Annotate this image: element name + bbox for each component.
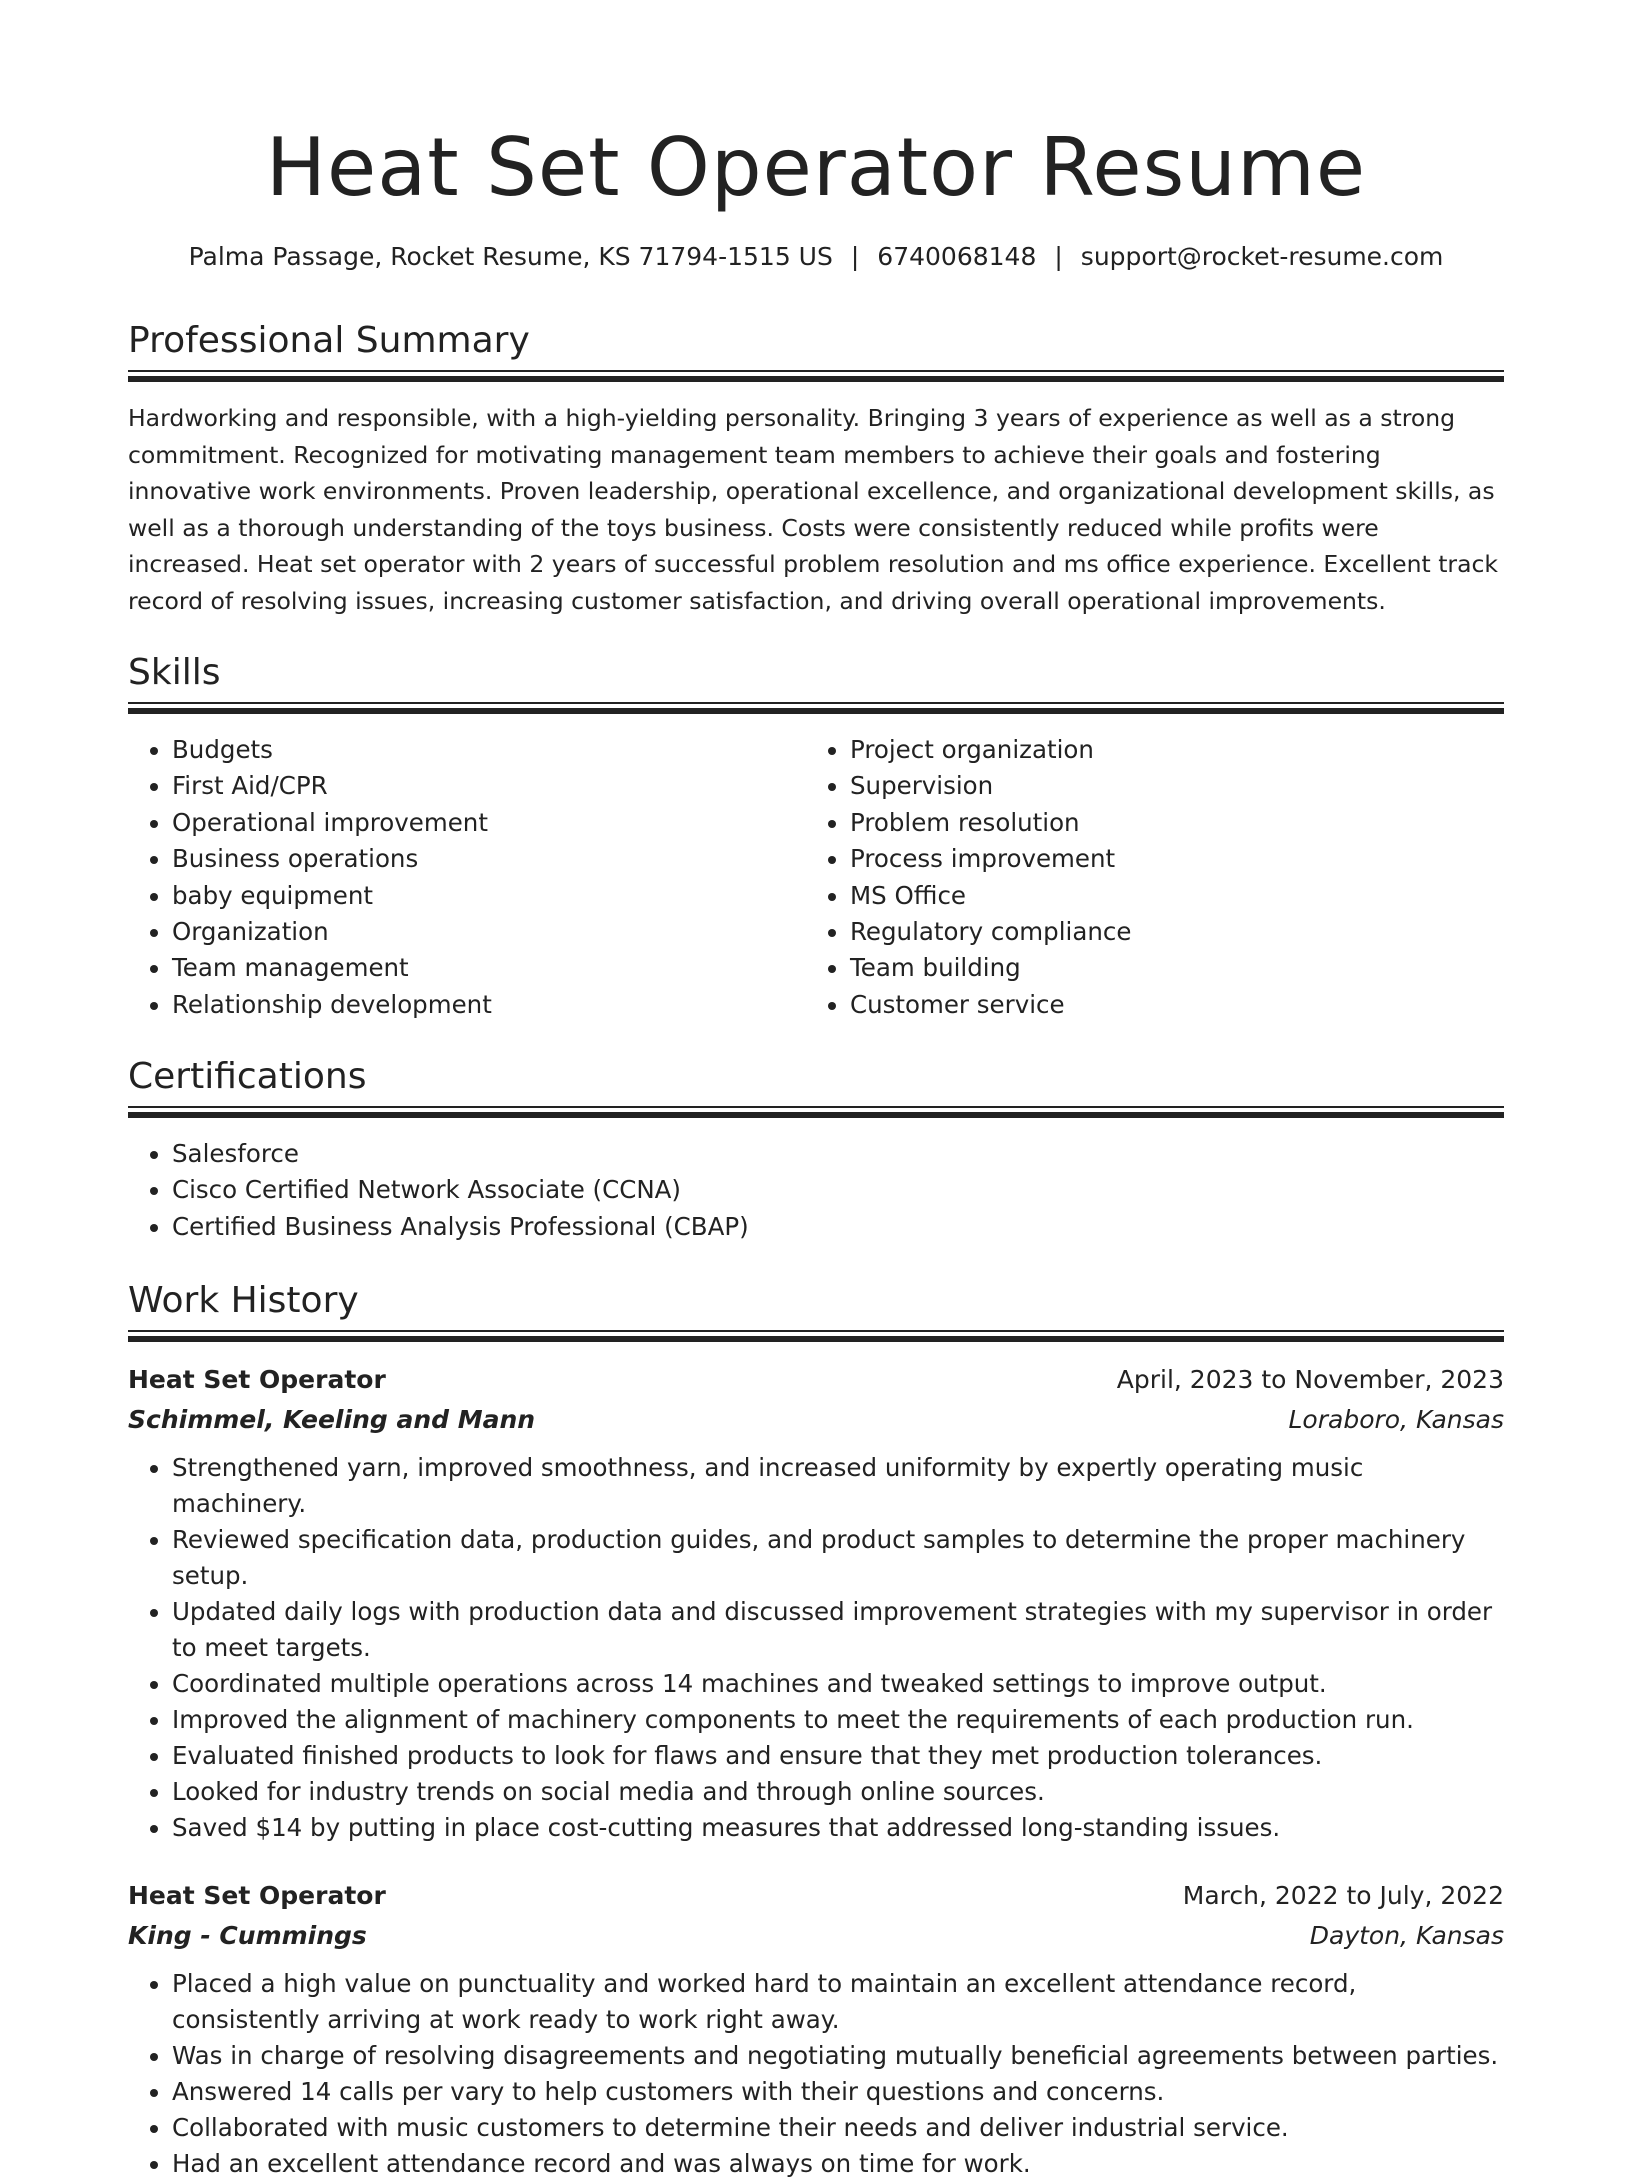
job-dates: March, 2022 to July, 2022 <box>1182 1881 1504 1910</box>
job-header <box>128 1876 1504 1916</box>
skill-item: • Customer service <box>850 987 1484 1023</box>
job-location: Dayton, Kansas <box>1309 1921 1504 1950</box>
job-entry <box>128 1360 1504 1846</box>
skills-section <box>128 648 1504 1023</box>
job-bullets <box>128 1450 1504 1846</box>
job-bullet: • Coordinated multiple operations across 14 machines and tweaked settings to improve output. <box>172 1666 1504 1702</box>
contact-phone: 6740068148 <box>877 242 1037 271</box>
certifications-section <box>128 1052 1504 1245</box>
job-bullet: • Collaborated with music customers to determine their needs and deliver industrial service. <box>172 2110 1504 2146</box>
job-bullet: • Reviewed specification data, production guides, and product samples to determine the proper machinery setup. <box>172 1522 1504 1594</box>
job-bullet: • Updated daily logs with production data and discussed improvement strategies with my supervisor in order to meet targets. <box>172 1594 1504 1666</box>
certifications-list <box>128 1136 1504 1245</box>
contact-separator: | <box>1054 242 1063 271</box>
work-history-section <box>128 1276 1504 2182</box>
job-bullet: • Had an excellent attendance record and was always on time for work. <box>172 2146 1504 2182</box>
summary-heading: Professional Summary <box>128 320 530 361</box>
page-title: Heat Set Operator Resume <box>265 121 1367 214</box>
skill-item: • Organization <box>172 914 806 950</box>
skills-heading: Skills <box>128 652 221 693</box>
job-bullet: • Answered 14 calls per vary to help customers with their questions and concerns. <box>172 2074 1504 2110</box>
contact-email: support@rocket-resume.com <box>1080 242 1444 271</box>
contact-address: Palma Passage, Rocket Resume, KS 71794-1515 US <box>188 242 833 271</box>
section-divider <box>128 702 1504 716</box>
skill-item: • Project organization <box>850 732 1484 768</box>
section-divider <box>128 370 1504 384</box>
job-header <box>128 1360 1504 1400</box>
job-bullet: • Was in charge of resolving disagreements and negotiating mutually beneficial agreements between parties. <box>172 2038 1504 2074</box>
skills-list-left <box>128 732 806 1023</box>
certification-item: • Salesforce <box>172 1136 1504 1172</box>
skill-item: • Regulatory compliance <box>850 914 1484 950</box>
job-bullet: • Looked for industry trends on social media and through online sources. <box>172 1774 1504 1810</box>
work-history-heading: Work History <box>128 1280 359 1321</box>
skill-item: • baby equipment <box>172 878 806 914</box>
skill-item: • Process improvement <box>850 841 1484 877</box>
skill-item: • First Aid/CPR <box>172 768 806 804</box>
skill-item: • Supervision <box>850 768 1484 804</box>
skill-item: • Team management <box>172 950 806 986</box>
skill-item: • Business operations <box>172 841 806 877</box>
job-bullet: • Placed a high value on punctuality and worked hard to maintain an excellent attendance record, consistently arriving at work ready to work right away. <box>172 1966 1504 2038</box>
certification-item: • Certified Business Analysis Professional (CBAP) <box>172 1209 1504 1245</box>
skill-item: • Operational improvement <box>172 805 806 841</box>
skills-columns <box>128 732 1504 1023</box>
job-entry <box>128 1876 1504 2182</box>
contact-line <box>128 237 1504 277</box>
job-bullet: • Saved $14 by putting in place cost-cutting measures that addressed long-standing issues. <box>172 1810 1504 1846</box>
section-divider <box>128 1330 1504 1344</box>
section-divider <box>128 1106 1504 1120</box>
job-dates: April, 2023 to November, 2023 <box>1116 1365 1504 1394</box>
job-company: Schimmel, Keeling and Mann <box>128 1405 536 1434</box>
skill-item: • Budgets <box>172 732 806 768</box>
certifications-heading: Certifications <box>128 1056 367 1097</box>
skill-item: • Relationship development <box>172 987 806 1023</box>
skill-item: • MS Office <box>850 878 1484 914</box>
job-title: Heat Set Operator <box>128 1881 386 1910</box>
job-company: King - Cummings <box>128 1921 367 1950</box>
certification-item: • Cisco Certified Network Associate (CCNA) <box>172 1172 1504 1208</box>
job-bullet: • Evaluated finished products to look for flaws and ensure that they met production tolerances. <box>172 1738 1504 1774</box>
job-bullet: • Improved the alignment of machinery components to meet the requirements of each production run. <box>172 1702 1504 1738</box>
skill-item: • Team building <box>850 950 1484 986</box>
skills-list-right <box>806 732 1484 1023</box>
contact-separator: | <box>850 242 860 271</box>
job-subheader <box>128 1400 1504 1440</box>
skill-item: • Problem resolution <box>850 805 1484 841</box>
job-bullets <box>128 1966 1504 2182</box>
job-location: Loraboro, Kansas <box>1288 1405 1504 1434</box>
job-title: Heat Set Operator <box>128 1365 386 1394</box>
job-bullet: • Strengthened yarn, improved smoothness, and increased uniformity by expertly operating music machinery. <box>172 1450 1504 1522</box>
summary-text: Hardworking and responsible, with a high-yielding personality. Bringing 3 years of experience as well as a strong commitment. Recognized for motivating management team members to achieve their goals and fostering innovative work environments. Proven leadership, operational excellence, and organizational development skills, as well as a thorough understanding of the toys business. Costs were consistently reduced while profits were increased. Heat set operator with 2 years of successful problem resolution and ms office experience. Excellent track record of resolving issues, increasing customer satisfaction, and driving overall operational improvements. <box>128 404 1499 615</box>
summary-section <box>128 316 1504 619</box>
job-subheader <box>128 1916 1504 1956</box>
